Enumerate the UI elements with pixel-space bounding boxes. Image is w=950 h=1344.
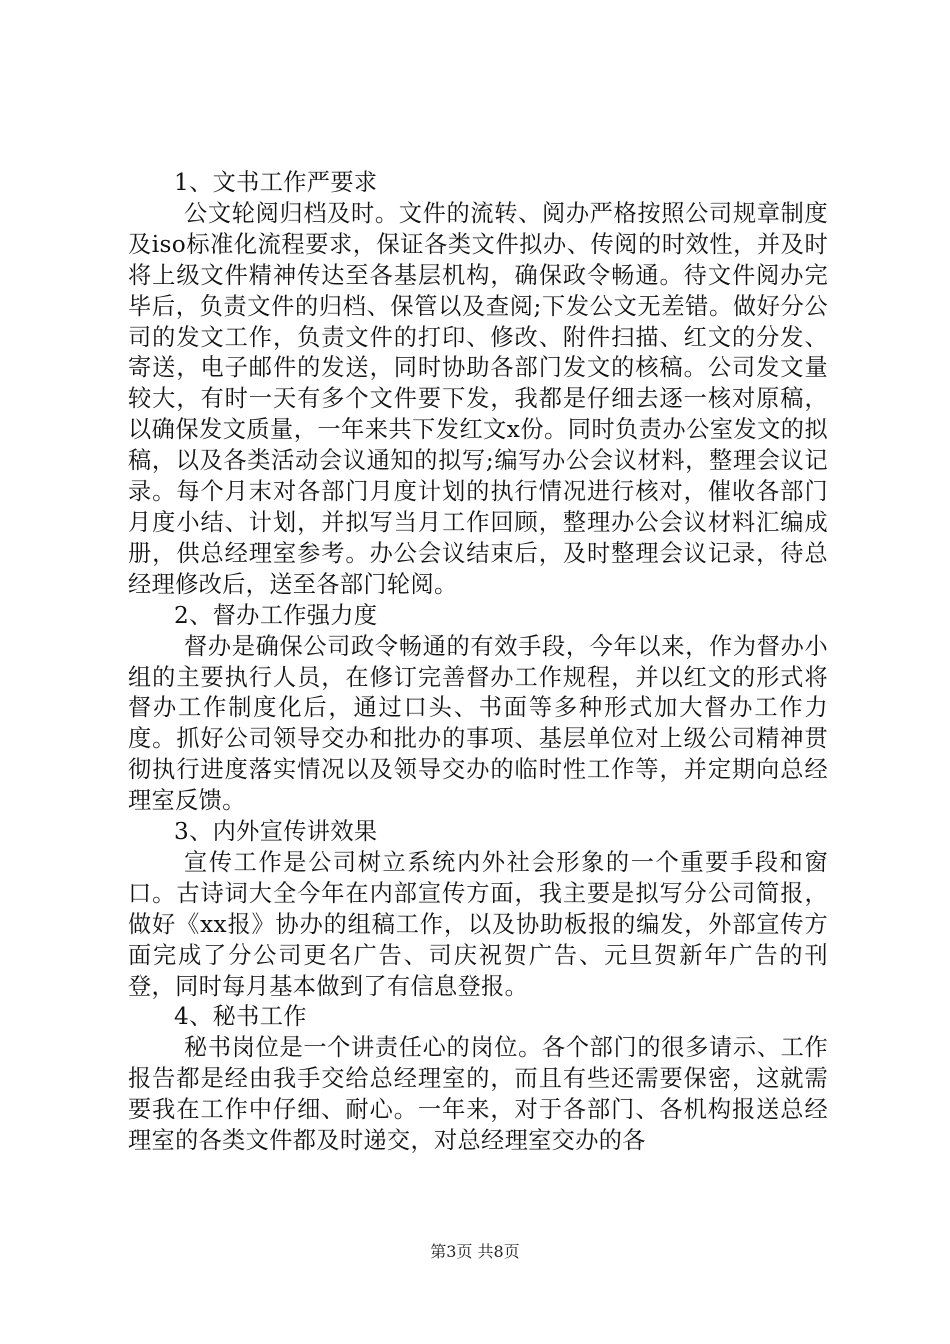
section-heading-3: 3、内外宣传讲效果 <box>174 818 378 846</box>
page-number-footer: 第3页 共8页 <box>430 1242 520 1261</box>
section-paragraph-2: 督办是确保公司政令畅通的有效手段，今年以来，作为督办小组的主要执行人员，在修订完善督办工作规程，并以红文的形式将督办工作制度化后，通过口头、书面等多种形式加大督办工作力度。抓好公司领导交办和批办的事项、基层单位对上级公司精神贯彻执行进度落实情况以及领导交办的临时性工作等，并定期向总经理室反馈。 <box>128 632 828 815</box>
section-heading-4: 4、秘书工作 <box>174 1003 307 1031</box>
section-paragraph-1: 公文轮阅归档及时。文件的流转、阅办严格按照公司规章制度及iso标准化流程要求，保证各类文件拟办、传阅的时效性，并及时将上级文件精神传达至各基层机构，确保政令畅通。待文件阅办完毕后，负责文件的归档、保管以及查阅;下发公文无差错。做好分公司的发文工作，负责文件的打印、修改、附件扫描、红文的分发、寄送，电子邮件的发送，同时协助各部门发文的核稿。公司发文量较大，有时一天有多个文件要下发，我都是仔细去逐一核对原稿，以确保发文质量，一年来共下发红文x份。同时负责办公室发文的拟稿，以及各类活动会议通知的拟写;编写办公会议材料，整理会议记录。每个月末对各部门月度计划的执行情况进行核对，催收各部门月度小结、计划，并拟写当月工作回顾，整理办公会议材料汇编成册，供总经理室参考。办公会议结束后，及时整理会议记录，待总经理修改后，送至各部门轮阅。 <box>128 199 828 598</box>
document-body <box>128 168 828 1157</box>
section-paragraph-4: 秘书岗位是一个讲责任心的岗位。各个部门的很多请示、工作报告都是经由我手交给总经理室的，而且有些还需要保密，这就需要我在工作中仔细、耐心。一年来，对于各部门、各机构报送总经理室的各类文件都及时递交，对总经理室交办的各 <box>128 1034 828 1155</box>
section-paragraph-3: 宣传工作是公司树立系统内外社会形象的一个重要手段和窗口。古诗词大全今年在内部宣传方面，我主要是拟写分公司简报，做好《xx报》协办的组稿工作，以及协助板报的编发，外部宣传方面完成了分公司更名广告、司庆祝贺广告、元旦贺新年广告的刊登，同时每月基本做到了有信息登报。 <box>128 848 828 1000</box>
section-heading-2: 2、督办工作强力度 <box>174 601 378 629</box>
section-heading-1: 1、文书工作严要求 <box>174 169 378 196</box>
